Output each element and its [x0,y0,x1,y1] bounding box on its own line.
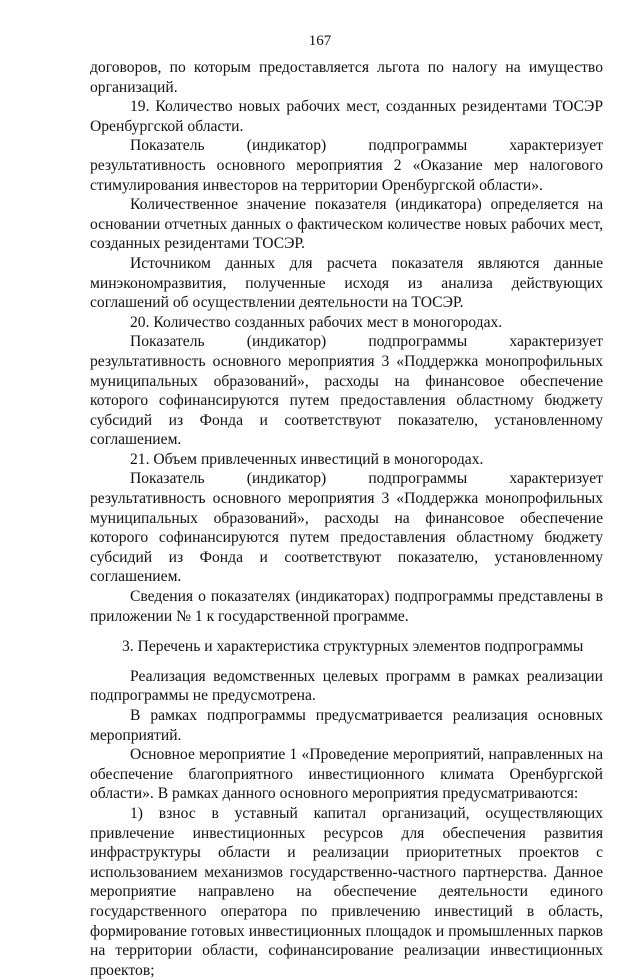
paragraph: Количественное значение показателя (индикатора) определяется на основании отчетных данных о фактическом количестве новых рабочих мест, созданных резидентами ТОСЭР. [90,196,603,253]
paragraph: 19. Количество новых рабочих мест, созданных резидентами ТОСЭР Оренбургской области. [90,98,603,135]
paragraph: Источником данных для расчета показателя являются данные минэкономразвития, полученные исходя из анализа действующих соглашений об осуществлении деятельности на ТОСЭР. [90,254,603,312]
paragraph: 20. Количество созданных рабочих мест в моногородах. [130,313,503,331]
page-number: 167 [308,33,332,49]
paragraph: Реализация ведомственных целевых программ в рамках реализации подпрограммы не предусмотрена. [90,667,603,705]
paragraph: Показатель (индикатор) подпрограммы характеризует результативность основного мероприятия 2 «Оказание мер налогового стимулирования инвесторов на территории Оренбургской области». [90,137,603,194]
paragraph: договоров, по которым предоставляется льгота по налогу на имущество организаций. [90,59,603,96]
paragraph: 1) взнос в уставный капитал организаций, осуществляющих привлечение инвестиционных ресурсов для обеспечения развития инфраструктуры области и реализации приоритетных проектов с использованием механизмов государственно-частного партнерства. Данное мероприятие направлено на обеспечение деятельности единого государственного оператора по привлечению инвестиций в область, формирование готовых инвестиционных площадок и промышленных парков на территории области, софинансирование реализации инвестиционных проектов; [90,804,603,979]
paragraph: Основное мероприятие 1 «Проведение мероприятий, направленных на обеспечение благоприятного инвестиционного климата Оренбургской области». В рамках данного основного мероприятия предусматриваются: [90,746,603,803]
paragraph: 21. Объем привлеченных инвестиций в моногородах. [130,450,484,468]
paragraph: Показатель (индикатор) подпрограммы характеризует результативность основного мероприятия 3 «Поддержка монопрофильных муниципальных образований», расходы на финансовое обеспечение которого софинансируются путем предоставления областному бюджету субсидий из Фонда и соответствуют показателю, установленному соглашением. [90,470,603,586]
paragraph: Сведения о показателях (индикаторах) подпрограммы представлены в приложении № 1 к государственной программе. [90,588,603,625]
paragraph: Показатель (индикатор) подпрограммы характеризует результативность основного мероприятия 3 «Поддержка монопрофильных муниципальных образований», расходы на финансовое обеспечение которого софинансируются путем предоставления областному бюджету субсидий из Фонда и соответствуют показателю, установленному соглашением. [90,333,603,449]
section-heading: 3. Перечень и характеристика структурных элементов подпрограммы [122,638,584,656]
paragraph: В рамках подпрограммы предусматривается реализация основных мероприятий. [90,707,603,744]
document-body [90,58,603,980]
